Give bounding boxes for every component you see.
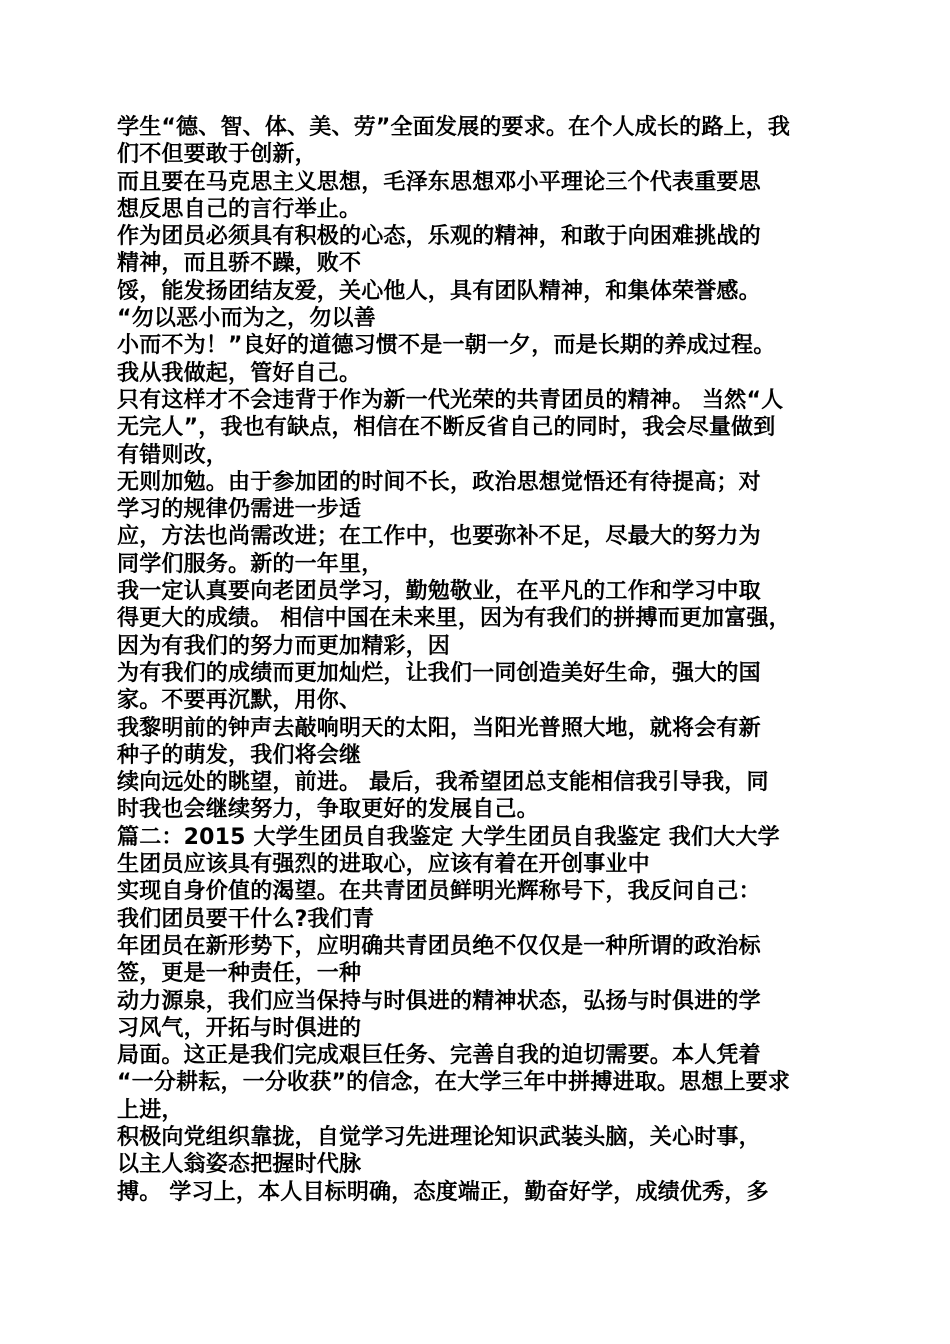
text-line: 同学们服务。新的一年里， <box>117 551 384 577</box>
text-line: 我们团员要干什么?我们青 <box>117 906 375 932</box>
text-line: 实现自身价值的渴望。在共青团员鲜明光辉称号下，我反问自己： <box>117 879 761 905</box>
text-line: 我一定认真要向老团员学习，勤勉敬业，在平凡的工作和学习中取 <box>117 579 761 605</box>
text-line: 家。不要再沉默，用你、 <box>117 688 362 714</box>
text-line: 精神，而且骄不躁，败不 <box>117 251 362 277</box>
text-line: 而且要在马克思主义思想，毛泽东思想邓小平理论三个代表重要思 <box>117 169 761 195</box>
text-line: 学生“德、智、体、美、劳”全面发展的要求。在个人成长的路上，我 <box>117 115 791 140</box>
text-line: 小而不为！”良好的道德习惯不是一朝一夕，而是长期的养成过程。 <box>117 333 776 359</box>
text-line: 们不但要敢于创新， <box>117 142 317 168</box>
text-line: 应，方法也尚需改进；在工作中，也要弥补不足，尽最大的努力为 <box>117 524 761 550</box>
text-line: 因为有我们的努力而更加精彩，因 <box>117 633 451 659</box>
text-line: 生团员应该具有强烈的进取心，应该有着在开创事业中 <box>117 852 650 878</box>
text-line: 以主人翁姿态把握时代脉 <box>117 1152 362 1178</box>
text-line: 搏。 学习上，本人目标明确，态度端正，勤奋好学，成绩优秀，多 <box>117 1179 769 1205</box>
text-line: 积极向党组织靠拢，自觉学习先进理论知识武装头脑，关心时事， <box>117 1124 761 1150</box>
text-line: 得更大的成绩。 相信中国在未来里，因为有我们的拼搏而更加富强， <box>117 606 791 632</box>
text-line: 局面。这正是我们完成艰巨任务、完善自我的迫切需要。本人凭着 <box>117 1043 761 1069</box>
text-line: 馁，能发扬团结友爱，关心他人，具有团队精神，和集体荣誉感。 <box>117 278 761 304</box>
text-line: “勿以恶小而为之，勿以善 <box>117 306 376 332</box>
text-line: 上进， <box>117 1097 184 1123</box>
text-line: 续向远处的眺望，前进。 最后，我希望团总支能相信我引导我，同 <box>117 770 769 796</box>
text-line: 年团员在新形势下，应明确共青团员绝不仅仅是一种所谓的政治标 <box>117 933 761 959</box>
text-line: 我从我做起，管好自己。 <box>117 360 362 386</box>
text-line: 签，更是一种责任，一种 <box>117 961 362 987</box>
text-line: 有错则改， <box>117 442 229 468</box>
text-line: “一分耕耘，一分收获”的信念，在大学三年中拼搏进取。思想上要求 <box>117 1070 791 1096</box>
text-line: 无完人”，我也有缺点，相信在不断反省自己的同时，我会尽量做到 <box>117 415 776 441</box>
text-line: 篇二：2015 大学生团员自我鉴定 大学生团员自我鉴定 我们大大学 <box>117 824 780 850</box>
text-line: 学习的规律仍需进一步适 <box>117 497 362 523</box>
text-line: 我黎明前的钟声去敲响明天的太阳，当阳光普照大地，就将会有新 <box>117 715 761 741</box>
document-body <box>117 114 839 1206</box>
text-line: 时我也会继续努力，争取更好的发展自己。 <box>117 797 539 823</box>
text-line: 习风气，开拓与时俱进的 <box>117 1015 362 1041</box>
text-line: 种子的萌发，我们将会继 <box>117 742 362 768</box>
text-line: 为有我们的成绩而更加灿烂，让我们一同创造美好生命，强大的国 <box>117 660 761 686</box>
text-line: 无则加勉。由于参加团的时间不长，政治思想觉悟还有待提高；对 <box>117 469 761 495</box>
text-line: 动力源泉，我们应当保持与时俱进的精神状态，弘扬与时俱进的学 <box>117 988 761 1014</box>
text-line: 想反思自己的言行举止。 <box>117 196 362 222</box>
text-line: 作为团员必须具有积极的心态，乐观的精神，和敢于向困难挑战的 <box>117 224 761 250</box>
text-line: 只有这样才不会违背于作为新一代光荣的共青团员的精神。 当然“人 <box>117 387 784 413</box>
